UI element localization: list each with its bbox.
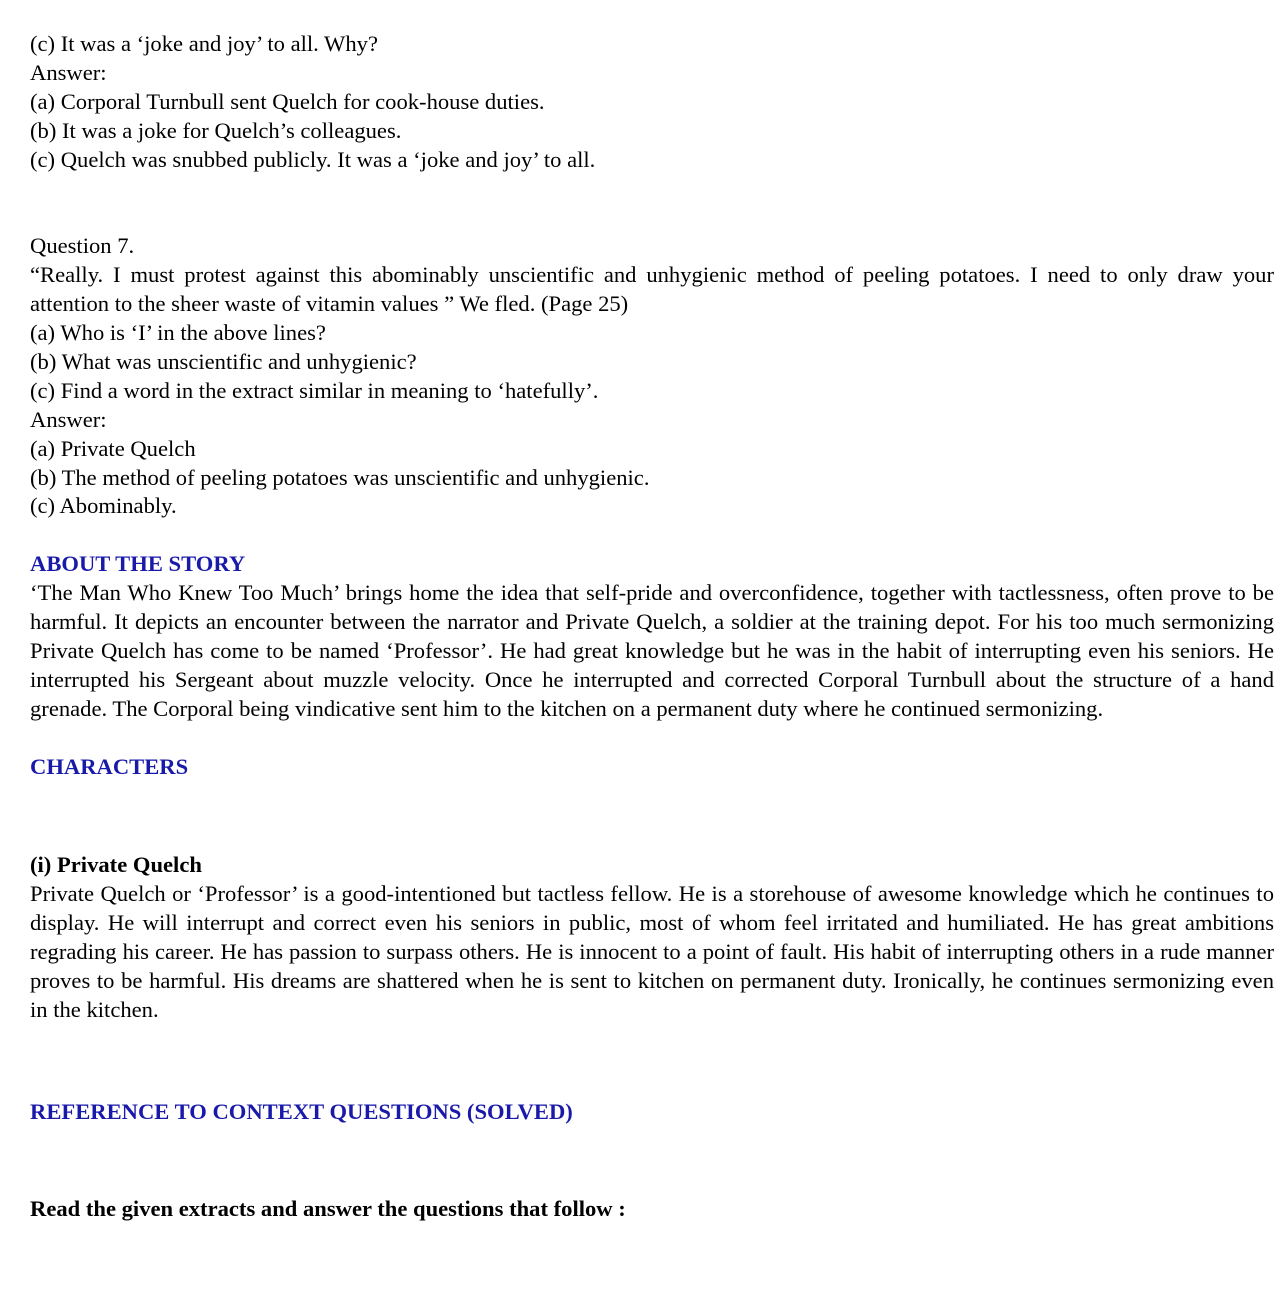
- characters-heading: CHARACTERS: [30, 753, 189, 779]
- spacer: [30, 521, 1275, 550]
- q7-answer-b: (b) The method of peeling potatoes was unscientific and unhygienic.: [30, 464, 650, 490]
- quelch-text: Private Quelch or ‘Professor’ is a good-intentioned but tactless fellow. He is a storehouse of awesome knowledge which he continues to display. He will interrupt and correct even his seniors in public, most of whom feel irritated and humiliated. He has great ambitions regrading his career. He has passion to surpass others. He is innocent to a point of fault. His habit of interrupting others in a rude manner proves to be harmful. His dreams are shattered when he is sent to kitchen on permanent duty. Ironically, he continues sermonizing even in the kitchen.: [30, 881, 1274, 1022]
- spacer: [30, 1184, 1275, 1195]
- about-heading: ABOUT THE STORY: [30, 551, 246, 577]
- q6-answer-a: (a) Corporal Turnbull sent Quelch for cook-house duties.: [30, 88, 545, 114]
- q7-extract: “Really. I must protest against this abominably unscientific and unhygienic method of peeling potatoes. I need to only draw your attention to the sheer waste of vitamin values ” We fled. (Page 25): [30, 262, 1274, 317]
- spacer: [30, 724, 1275, 753]
- q7-question-b: (b) What was unscientific and unhygienic?: [30, 348, 417, 374]
- reference-instruction: Read the given extracts and answer the questions that follow :: [30, 1196, 626, 1222]
- q6-answer-label: Answer:: [30, 59, 107, 85]
- q7-answer-a: (a) Private Quelch: [30, 435, 196, 461]
- spacer: [30, 175, 1275, 233]
- q6-answer-b: (b) It was a joke for Quelch’s colleagues.: [30, 117, 402, 143]
- document-page: [30, 30, 1275, 1224]
- about-text: ‘The Man Who Knew Too Much’ brings home the idea that self-pride and overconfidence, together with tactlessness, often prove to be harmful. It depicts an encounter between the narrator and Private Quelch, a soldier at the training depot. For his too much sermonizing Private Quelch has come to be named ‘Professor’. He had great knowledge but he was in the habit of interrupting even his seniors. He interrupted his Sergeant about muzzle velocity. Once he interrupted and corrected Corporal Turnbull about the structure of a hand grenade. The Corporal being vindicative sent him to the kitchen on a permanent duty where he continued sermonizing.: [30, 580, 1274, 721]
- q7-title: Question 7.: [30, 233, 135, 259]
- q7-question-c: (c) Find a word in the extract similar in meaning to ‘hatefully’.: [30, 377, 599, 403]
- q7-answer-c: (c) Abominably.: [30, 493, 177, 519]
- q7-question-a: (a) Who is ‘I’ in the above lines?: [30, 320, 326, 346]
- quelch-title: (i) Private Quelch: [30, 852, 202, 878]
- q7-answer-label: Answer:: [30, 406, 107, 432]
- reference-heading: REFERENCE TO CONTEXT QUESTIONS (SOLVED): [30, 1098, 573, 1124]
- spacer: [30, 1126, 1275, 1184]
- spacer: [30, 839, 1275, 851]
- spacer: [30, 1025, 1275, 1083]
- q6-question-c: (c) It was a ‘joke and joy’ to all. Why?: [30, 31, 378, 56]
- q6-answer-c: (c) Quelch was snubbed publicly. It was a ‘joke and joy’ to all.: [30, 146, 596, 172]
- spacer: [30, 782, 1275, 840]
- spacer: [30, 1083, 1275, 1098]
